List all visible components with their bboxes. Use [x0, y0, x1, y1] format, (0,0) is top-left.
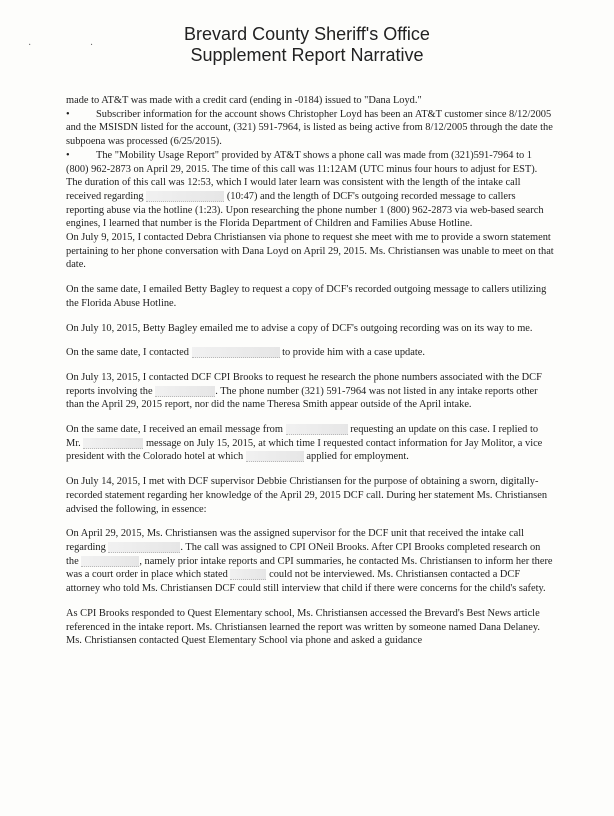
bullet-icon: • [66, 108, 70, 120]
paragraph-email-bagley: On the same date, I emailed Betty Bagley to request a copy of DCF's recorded outgoing message to callers utilizing the Florida Abuse Hotline. [66, 284, 547, 309]
redaction [81, 556, 139, 567]
paragraph-july14: On July 14, 2015, I met with DCF supervisor Debbie Christiansen for the purpose of obtaining a sworn, digitally-recorded statement regarding her knowledge of the April 29, 2015 DCF call. During her statement Ms. Christiansen advised the following, in essence: [66, 476, 548, 515]
paragraph-case-update: On the same date, I contacted to provide him with a case update. [66, 347, 425, 359]
report-title: Supplement Report Narrative [190, 45, 424, 65]
agency-title: Brevard County Sheriff's Office [184, 24, 430, 44]
redaction [108, 542, 180, 553]
bullet-mobility-usage: • The "Mobility Usage Report" provided by AT&T shows a phone call was made from (321)591-7964 to 1 (800) 962-2873 on April 29, 2015. The time of this call was 11:12AM (UTC minus four hours to adjust for EST). The duration of this call was 12:53, which I would later learn was consistent with the length of the intake call received regarding (10:47) and the length of DCF's outgoing recorded message to callers reporting abuse via the hotline (1:23). Upon researching the phone number 1 (800) 962-2873 via web-based search engines, I learned that number is the Florida Department of Children and Families Abuse Hotline. [66, 149, 544, 230]
paragraph-july10: On July 10, 2015, Betty Bagley emailed me to advise a copy of DCF's outgoing recording was on its way to me. [66, 322, 533, 334]
paragraph-email-message: On the same date, I received an email message from requesting an update on this case. I replied to Mr. message on July 15, 2015, at which time I requested contact information for Jay Molitor, a vice president with the Colorado hotel at which applied for employment. [66, 424, 543, 463]
paragraph-july13: On July 13, 2015, I contacted DCF CPI Brooks to request he research the phone numbers associated with the DCF reports involving the . The phone number (321) 591-7964 was not listed in any intake reports other than the April 29, 2015 report, nor did the name Theresa Smith appear outside of the April intake. [66, 371, 542, 411]
scan-marks: · · [28, 40, 122, 51]
paragraph-quest-elementary: As CPI Brooks responded to Quest Elementary school, Ms. Christiansen accessed the Brevard's Best News article referenced in the intake report. Ms. Christiansen learned the report was written by someone named Dana Delaney. Ms. Christiansen contacted Quest Elementary School via phone and asked a guidance [66, 607, 540, 647]
paragraph-april29: On April 29, 2015, Ms. Christiansen was the assigned supervisor for the DCF unit that received the intake call regarding . The call was assigned to CPI ONeil Brooks. After CPI Brooks completed research on the , namely prior intake reports and CPI summaries, he contacted Ms. Christiansen to inform her there was a court order in place which stated could not be interviewed. Ms. Christiansen contacted a DCF attorney who told Ms. Christiansen DCF could still interview that child if there were concerns for the child's safety. [66, 528, 553, 595]
redaction [246, 451, 304, 462]
narrative-body [66, 94, 554, 659]
paragraph-credit-card: made to AT&T was made with a credit card (ending in -0184) issued to "Dana Loyd." [66, 95, 422, 106]
redaction [83, 438, 143, 449]
redaction [230, 569, 266, 580]
bullet-subscriber-info: • Subscriber information for the account shows Christopher Loyd has been an AT&T customer since 8/12/2005 and the MSISDN listed for the account, (321) 591-7964, is listed as being active from 8/12/2005 through the date the subpoena was processed (6/25/2015). [66, 108, 553, 148]
redaction [155, 386, 215, 397]
paragraph-july9-contact: On July 9, 2015, I contacted Debra Christiansen via phone to request she meet with me to provide a sworn statement pertaining to her phone conversation with Dana Loyd on April 29, 2015. Ms. Christiansen was unable to meet on that date. [66, 232, 554, 271]
redaction [146, 191, 224, 202]
bullet-icon: • [66, 149, 70, 161]
redaction [286, 424, 348, 435]
redaction [192, 347, 280, 358]
